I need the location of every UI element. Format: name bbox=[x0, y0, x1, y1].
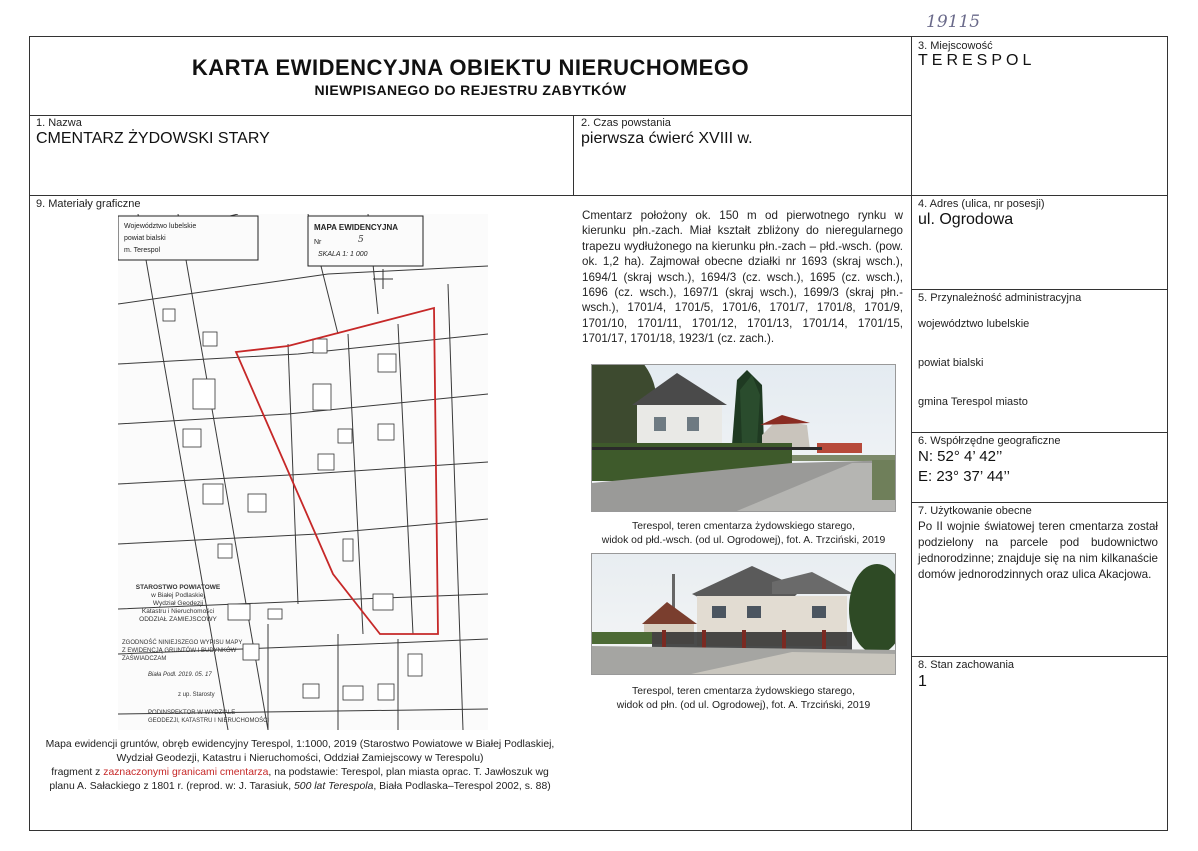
photo-street-view-southeast bbox=[591, 364, 896, 512]
handwritten-number: 19115 bbox=[926, 12, 981, 32]
divider-adres bbox=[911, 289, 1168, 290]
uzytkowanie-text: Po II wojnie światowej teren cmentarza został podzielony na parcele pod budownictwo jednorodzinne; znajduje się na nim kilkanaście domów jednorodzinnych oraz ulica Akacjowa. bbox=[918, 520, 1158, 581]
map-stamp-region: Województwo lubelskie bbox=[124, 223, 197, 230]
photo1-caption-line2: widok od płd.-wsch. (od ul. Ogrodowej), fot. A. Trzciński, 2019 bbox=[601, 535, 886, 546]
svg-text:m. Terespol: m. Terespol bbox=[124, 247, 161, 254]
divider-przynaleznosc bbox=[911, 432, 1168, 433]
divider-uzytkowanie bbox=[911, 656, 1168, 657]
nazwa-value: CMENTARZ ŻYDOWSKI STARY bbox=[36, 130, 270, 147]
latitude-value: N: 52° 4’ 42’’ bbox=[918, 448, 1003, 465]
divider-title bbox=[29, 115, 912, 116]
nazwa-label: 1. Nazwa bbox=[36, 117, 82, 129]
svg-text:ZGODNOŚĆ NINIEJSZEGO WYPISU MA: ZGODNOŚĆ NINIEJSZEGO WYPISU MAPY bbox=[122, 640, 243, 646]
svg-text:Z EWIDENCJĄ GRUNTÓW I BUDYNKÓW: Z EWIDENCJĄ GRUNTÓW I BUDYNKÓW bbox=[122, 648, 237, 654]
frame-right bbox=[1167, 36, 1168, 831]
przynaleznosc-label: 5. Przynależność administracyjna bbox=[918, 292, 1082, 304]
svg-text:ODDZIAŁ ZAMIEJSCOWY: ODDZIAŁ ZAMIEJSCOWY bbox=[139, 616, 217, 623]
map-caption-line1: Mapa ewidencji gruntów, obręb ewidencyjny Terespol, 1:1000, 2019 (Starostwo Powiatowe w Białej Podlaskiej, bbox=[45, 739, 555, 750]
map-title: MAPA EWIDENCYJNA bbox=[314, 223, 399, 232]
svg-text:z up. Starosty: z up. Starosty bbox=[178, 692, 215, 698]
map-caption bbox=[30, 738, 570, 794]
map-nr-value: 5 bbox=[358, 235, 364, 245]
miejscowosc-label: 3. Miejscowość bbox=[918, 40, 993, 52]
longitude-value: E: 23° 37’ 44’’ bbox=[918, 468, 1010, 485]
page-title: KARTA EWIDENCYJNA OBIEKTU NIERUCHOMEGO bbox=[191, 55, 750, 80]
street-photo-1-graphic bbox=[592, 365, 896, 512]
map-scale: SKALA 1: 1 000 bbox=[318, 251, 368, 258]
frame-bottom bbox=[29, 830, 1168, 831]
frame-top bbox=[29, 36, 1168, 37]
czas-label: 2. Czas powstania bbox=[581, 117, 671, 129]
map-caption-line3: fragment z zaznaczonymi granicami cmentarza, na podstawie: Terespol, plan miasta oprac. T. Jawłoszuk wg bbox=[51, 767, 549, 778]
divider-name-time bbox=[573, 115, 574, 195]
uzytkowanie-label: 7. Użytkowanie obecne bbox=[918, 505, 1032, 517]
photo-street-view-north bbox=[591, 553, 896, 675]
svg-text:Biała Podl. 2019. 05. 17: Biała Podl. 2019. 05. 17 bbox=[148, 672, 212, 678]
adres-value: ul. Ogrodowa bbox=[918, 211, 1014, 228]
divider-header-body bbox=[29, 195, 1168, 196]
powiat-value: powiat bialski bbox=[918, 357, 984, 369]
photo2-caption-line1: Terespol, teren cmentarza żydowskiego starego, bbox=[632, 686, 855, 697]
svg-text:STAROSTWO POWIATOWE: STAROSTWO POWIATOWE bbox=[135, 584, 221, 591]
svg-text:Katastru i Nieruchomości: Katastru i Nieruchomości bbox=[141, 608, 215, 615]
photo2-caption-line2: widok od płn. (od ul. Ogrodowej), fot. A. Trzciński, 2019 bbox=[616, 700, 871, 711]
czas-value: pierwsza ćwierć XVIII w. bbox=[581, 130, 753, 147]
svg-text:ZAŚWIADCZAM: ZAŚWIADCZAM bbox=[122, 656, 167, 662]
cadastral-map-graphic bbox=[118, 214, 488, 730]
photo1-caption-line1: Terespol, teren cmentarza żydowskiego starego, bbox=[632, 521, 855, 532]
cadastral-map bbox=[118, 214, 488, 730]
svg-text:GEODEZJI, KATASTRU I NIERUCHOM: GEODEZJI, KATASTRU I NIERUCHOMOŚCI bbox=[148, 718, 270, 724]
svg-text:w Białej Podlaskiej: w Białej Podlaskiej bbox=[151, 592, 205, 599]
divider-wspolrzedne bbox=[911, 502, 1168, 503]
stan-value: 1 bbox=[918, 673, 927, 690]
materialy-label: 9. Materiały graficzne bbox=[36, 198, 141, 210]
adres-label: 4. Adres (ulica, nr posesji) bbox=[918, 198, 1045, 210]
wspolrzedne-label: 6. Współrzędne geograficzne bbox=[918, 435, 1061, 447]
map-caption-line4: planu A. Sałackiego z 1801 r. (reprod. w: J. Tarasiuk, 500 lat Terespola, Biała Podlaska–Terespol 2002, s. 88) bbox=[49, 781, 551, 792]
page-subtitle: NIEWPISANEGO DO REJESTRU ZABYTKÓW bbox=[314, 82, 627, 98]
description-text: Cmentarz położony ok. 150 m od pierwotnego rynku w kierunku płn.-zach. Miał kształt zbliżony do nieregularnego trapezu wydłużonego na kierunku płn.-zach – płd.-wsch. (pow. ok. 1,2 ha). Zajmował obecne działki nr 1693 (skraj wsch.), 1694/1 (skraj wsch.), 1694/3 (cz. wsch.), 1695 (cz. wsch.), 1696 (cz. wsch.), 1697/1 (skraj wsch.), 1699/3 (skraj płn.-wsch.), 1701/4, 1701/5, 1701/6, 1701/7, 1701/8, 1701/9, 1701/10, 1701/11, 1701/12, 1701/13, 1701/14, 1701/15, 1701/17, 1701/18, 1923/1 (cz. zach.). bbox=[582, 209, 903, 346]
stan-label: 8. Stan zachowania bbox=[918, 659, 1015, 671]
frame-left bbox=[29, 36, 30, 831]
gmina-value: gmina Terespol miasto bbox=[918, 396, 1028, 408]
map-caption-line2: Wydział Geodezji, Katastru i Nieruchomości, Oddział Zamiejscowy w Terespolu) bbox=[116, 753, 484, 764]
svg-text:PODINSPEKTOR W WYDZIALE: PODINSPEKTOR W WYDZIALE bbox=[148, 710, 236, 716]
street-photo-2-graphic bbox=[592, 554, 896, 675]
map-nr-label: Nr bbox=[314, 239, 322, 246]
miejscowosc-value: TERESPOL bbox=[918, 52, 1036, 69]
svg-text:Wydział Geodezji: Wydział Geodezji bbox=[152, 600, 204, 607]
svg-text:powiat bialski: powiat bialski bbox=[124, 235, 166, 242]
wojewodztwo-value: województwo lubelskie bbox=[918, 318, 1030, 330]
